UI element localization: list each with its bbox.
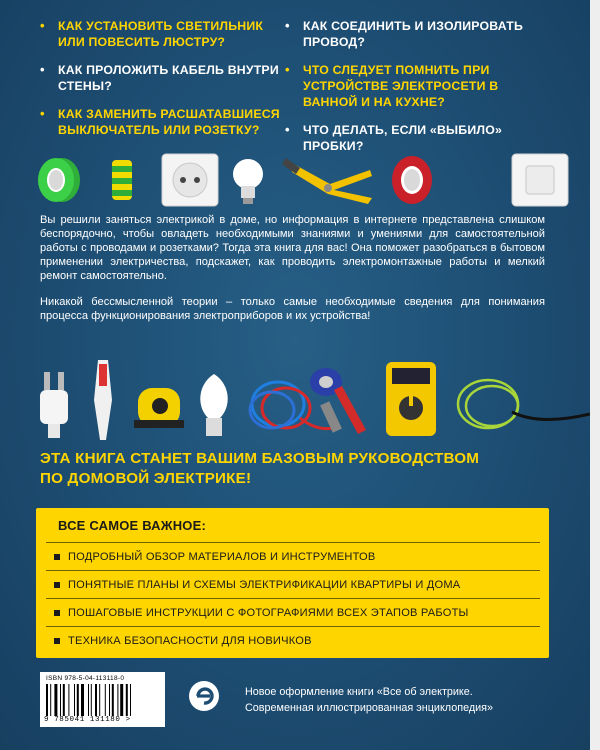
question-item: • КАК СОЕДИНИТЬ И ИЗОЛИРОВАТЬ ПРОВОД? — [285, 18, 523, 49]
question-item: • ЧТО ДЕЛАТЬ, ЕСЛИ «ВЫБИЛО» ПРОБКИ? — [285, 122, 502, 153]
barcode-bars-icon — [46, 684, 159, 716]
tools-row-bottom — [0, 354, 590, 442]
yellow-green-tape-icon — [112, 160, 132, 200]
key-point-item: ПОШАГОВЫЕ ИНСТРУКЦИИ С ФОТОГРАФИЯМИ ВСЕХ ЭТАПОВ РАБОТЫ — [46, 598, 540, 626]
bullet-square-icon — [54, 582, 60, 588]
question-item: • ЧТО СЛЕДУЕТ ПОМНИТЬ ПРИ УСТРОЙСТВЕ ЭЛЕКТРОСЕТИ В ВАННОЙ И НА КУХНЕ? — [285, 62, 499, 109]
description-text — [40, 213, 545, 335]
question-item: • КАК УСТАНОВИТЬ СВЕТИЛЬНИК ИЛИ ПОВЕСИТЬ ЛЮСТРУ? — [40, 18, 264, 49]
question-item: • КАК ПРОЛОЖИТЬ КАБЕЛЬ ВНУТРИ СТЕНЫ? — [40, 62, 279, 93]
tools-row-top — [0, 148, 590, 208]
green-wire-coil-icon — [458, 380, 590, 428]
barcode-number: 9 785041 131180 > — [44, 716, 131, 724]
key-point-item: ТЕХНИКА БЕЗОПАСНОСТИ ДЛЯ НОВИЧКОВ — [46, 626, 540, 654]
pliers-icon — [282, 158, 372, 204]
questions-right-column — [285, 18, 555, 166]
electric-plug-icon — [40, 372, 68, 438]
bullet-square-icon — [54, 610, 60, 616]
key-points-title: ВСЕ САМОЕ ВАЖНОЕ: — [58, 518, 207, 533]
bullet-square-icon — [54, 554, 60, 560]
headline: ЭТА КНИГА СТАНЕТ ВАШИМ БАЗОВЫМ РУКОВОДСТВОМ ПО ДОМОВОЙ ЭЛЕКТРИКЕ! — [40, 450, 480, 487]
tape-measure-icon — [134, 388, 184, 428]
tape-and-wrench-icon — [310, 368, 366, 434]
voltage-tester-icon — [94, 360, 112, 440]
light-bulb-icon — [233, 159, 263, 204]
description-paragraph: Никакой бессмысленной теории – только самые необходимые сведения для понимания процесса функционирования электроприборов и их устройства! — [40, 296, 545, 322]
key-points-box — [36, 508, 549, 658]
key-points-list — [46, 542, 540, 654]
cover-spine-edge — [590, 0, 600, 750]
publisher-logo-icon — [188, 680, 220, 712]
multimeter-icon — [386, 362, 436, 436]
red-tape-icon — [392, 156, 432, 204]
key-point-item: ПОНЯТНЫЕ ПЛАНЫ И СХЕМЫ ЭЛЕКТРИФИКАЦИИ КВАРТИРЫ И ДОМА — [46, 570, 540, 598]
questions-left-column — [40, 18, 290, 150]
question-item: • КАК ЗАМЕНИТЬ РАСШАТАВШИЕСЯ ВЫКЛЮЧАТЕЛЬ ИЛИ РОЗЕТКУ? — [40, 106, 280, 137]
edition-note: Новое оформление книги «Все об электрике. Современная иллюстрированная энциклопедия» — [245, 686, 494, 714]
power-socket-icon — [162, 154, 218, 206]
bullet-square-icon — [54, 638, 60, 644]
light-switch-icon — [512, 154, 568, 206]
green-tape-icon — [38, 158, 80, 202]
isbn-label: ISBN 978-5-04-113118-0 — [46, 675, 125, 682]
description-paragraph: Вы решили заняться электрикой в доме, но информация в интернете представлена слишком беспорядочно, чтобы овладеть необходимыми знаниями и умениями для самостоятельной работы с проводами и розетками? Тогда эта книга для вас! Она поможет разобраться в бытовом применении электричества, подскажет, как проводить электромонтажные работы и мелкий ремонт самостоятельно. — [40, 214, 545, 282]
barcode — [40, 672, 165, 727]
candle-bulb-icon — [200, 374, 227, 436]
key-point-item: ПОДРОБНЫЙ ОБЗОР МАТЕРИАЛОВ И ИНСТРУМЕНТОВ — [46, 542, 540, 570]
